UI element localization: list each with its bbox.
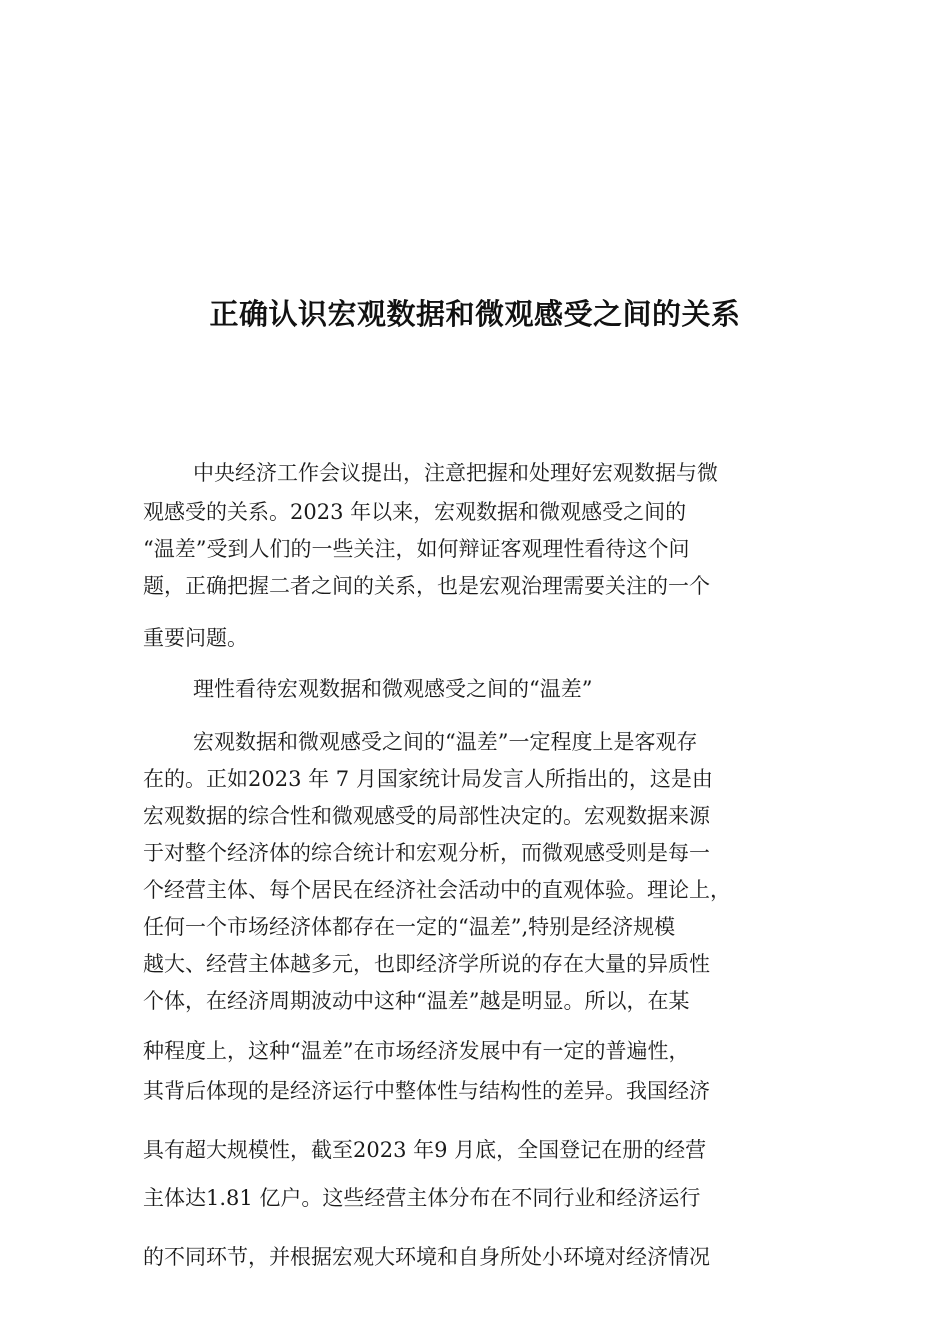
paragraph-1-line-2: 观感受的关系。2023 年以来，宏观数据和微观感受之间的 (143, 500, 687, 524)
paragraph-1-line-5: 重要问题。 (143, 626, 248, 650)
paragraph-2-line-8: 个体，在经济周期波动中这种“温差”越是明显。所以，在某 (143, 989, 690, 1013)
paragraph-2-line-2: 在的。正如2023 年 7 月国家统计局发言人所指出的，这是由 (143, 767, 713, 791)
section-heading: 理性看待宏观数据和微观感受之间的“温差” (193, 677, 593, 701)
paragraph-1-line-3: “温差”受到人们的一些关注，如何辩证客观理性看待这个问 (143, 537, 690, 561)
paragraph-2-line-3: 宏观数据的综合性和微观感受的局部性决定的。宏观数据来源 (143, 804, 710, 828)
paragraph-2-line-12: 主体达1.81 亿户。这些经营主体分布在不同行业和经济运行 (143, 1186, 701, 1210)
paragraph-2-line-9: 种程度上，这种“温差”在市场经济发展中有一定的普遍性， (143, 1039, 690, 1063)
paragraph-2-line-5: 个经营主体、每个居民在经济社会活动中的直观体验。理论上， (143, 878, 731, 902)
paragraph-1-line-1: 中央经济工作会议提出，注意把握和处理好宏观数据与微 (193, 461, 718, 485)
paragraph-2-line-11: 具有超大规模性，截至2023 年9 月底，全国登记在册的经营 (143, 1138, 707, 1162)
paragraph-2-line-13: 的不同环节，并根据宏观大环境和自身所处小环境对经济情况 (143, 1245, 710, 1269)
document-title: 正确认识宏观数据和微观感受之间的关系 (209, 297, 741, 331)
paragraph-2-line-10: 其背后体现的是经济运行中整体性与结构性的差异。我国经济 (143, 1079, 710, 1103)
paragraph-2-line-6: 任何一个市场经济体都存在一定的“温差”,特别是经济规模 (143, 915, 676, 939)
paragraph-2-line-4: 于对整个经济体的综合统计和宏观分析，而微观感受则是每一 (143, 841, 710, 865)
paragraph-2-line-1: 宏观数据和微观感受之间的“温差”一定程度上是客观存 (193, 730, 698, 754)
paragraph-2-line-7: 越大、经营主体越多元，也即经济学所说的存在大量的异质性 (143, 952, 710, 976)
paragraph-1-line-4: 题，正确把握二者之间的关系，也是宏观治理需要关注的一个 (143, 574, 710, 598)
